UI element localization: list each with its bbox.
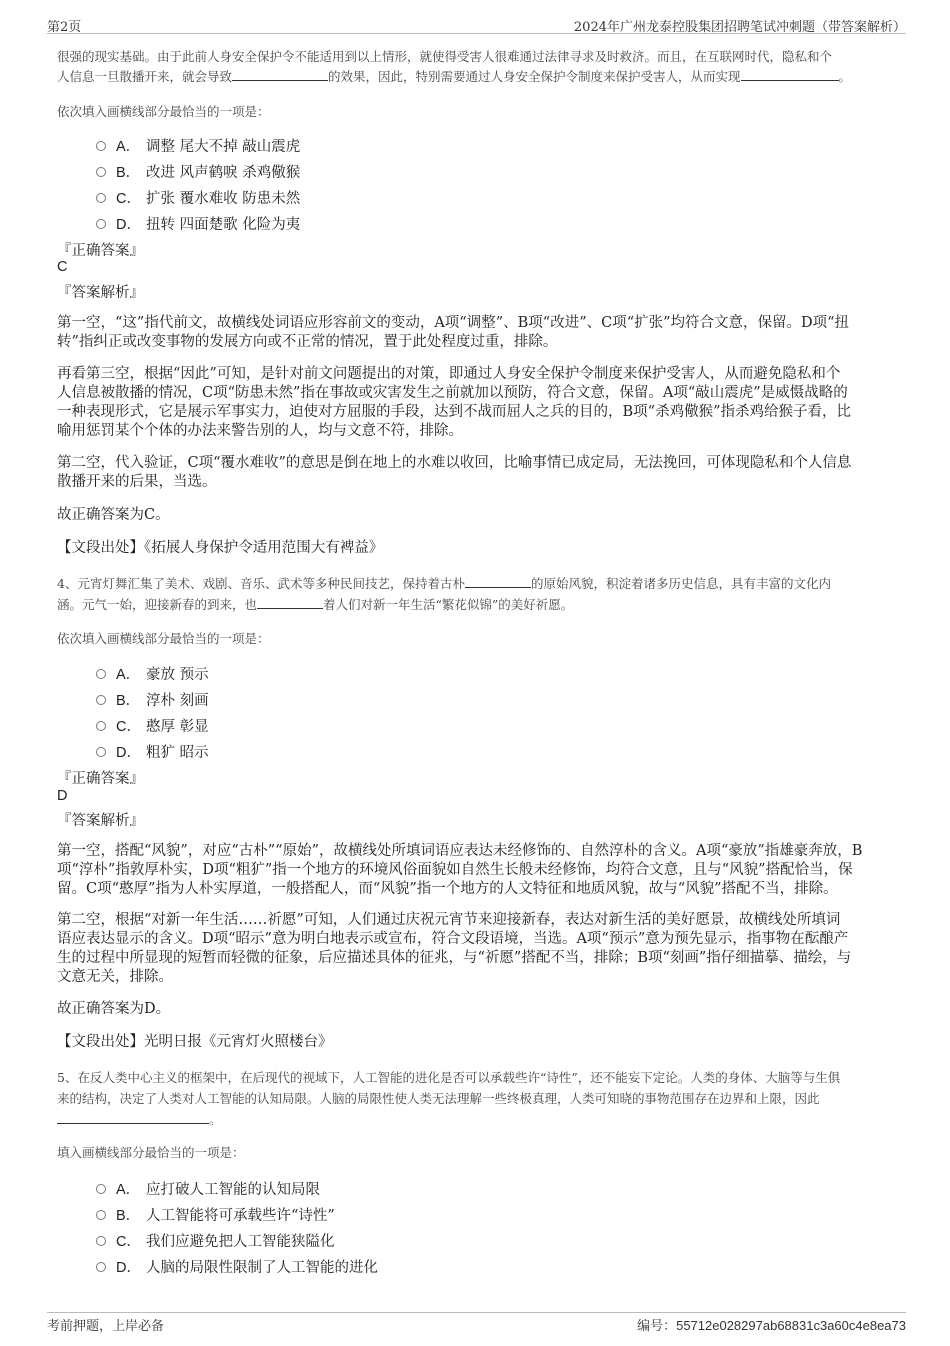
- radio-icon[interactable]: [96, 1262, 106, 1272]
- q3-conclusion: 故正确答案为C。: [57, 507, 170, 523]
- q5-stem-line3: 。: [57, 1109, 222, 1130]
- radio-icon[interactable]: [96, 219, 106, 229]
- q4-option-b[interactable]: B． 淳朴 刻画: [96, 689, 209, 710]
- q4-conclusion: 故正确答案为D。: [57, 1001, 171, 1017]
- answer-blank: [257, 596, 323, 609]
- q4-option-d[interactable]: D． 粗犷 昭示: [96, 741, 209, 762]
- q3-analysis-label: 『答案解析』: [57, 285, 144, 301]
- q3-option-c[interactable]: C． 扩张 覆水难收 防患未然: [96, 187, 300, 208]
- radio-icon[interactable]: [96, 747, 106, 757]
- radio-icon[interactable]: [96, 721, 106, 731]
- q4-answer-label: 『正确答案』: [57, 771, 144, 787]
- q3-stem-line1: 很强的现实基础。由于此前人身安全保护令不能适用到以上情形，就使得受害人很难通过法律寻求及时救济。而且，在互联网时代，隐私和个: [57, 49, 833, 64]
- radio-icon[interactable]: [96, 669, 106, 679]
- q5-stem-line1: 5、在反人类中心主义的框架中，在后现代的视域下，人工智能的进化是否可以承载些许“诗性”，还不能妄下定论。人类的身体、大脑等与生俱: [57, 1070, 841, 1085]
- q3-option-a[interactable]: A． 调整 尾大不掉 敲山震虎: [96, 135, 300, 156]
- q3-answer: C: [57, 259, 68, 275]
- q3-option-b[interactable]: B． 改进 风声鹤唳 杀鸡儆猴: [96, 161, 300, 182]
- radio-icon[interactable]: [96, 695, 106, 705]
- q4-source: 【文段出处】光明日报《元宵灯火照楼台》: [57, 1034, 333, 1050]
- radio-icon[interactable]: [96, 167, 106, 177]
- page-footer: [47, 1312, 906, 1346]
- answer-blank: [232, 68, 328, 81]
- footer-slogan: 考前押题，上岸必备: [47, 1319, 165, 1334]
- q4-answer: D: [57, 788, 68, 804]
- radio-icon[interactable]: [96, 1236, 106, 1246]
- q5-option-a[interactable]: A． 应打破人工智能的认知局限: [96, 1178, 320, 1199]
- answer-blank: [741, 68, 839, 81]
- q4-option-a[interactable]: A． 豪放 预示: [96, 663, 209, 684]
- radio-icon[interactable]: [96, 1210, 106, 1220]
- radio-icon[interactable]: [96, 141, 106, 151]
- page-number: 第2页: [47, 20, 82, 35]
- q5-option-b[interactable]: B． 人工智能将可承载些许“诗性”: [96, 1204, 335, 1225]
- q5-option-c[interactable]: C． 我们应避免把人工智能狭隘化: [96, 1230, 335, 1251]
- q5-prompt: 填入画横线部分最恰当的一项是：: [57, 1145, 245, 1160]
- document-title: 2024年广州龙泰控股集团招聘笔试冲刺题（带答案解析）: [573, 20, 906, 35]
- q5-stem-line2: 来的结构，决定了人类对人工智能的认知局限。人脑的局限性使人类无法理解一些终极真理，人类可知晓的事物范围存在边界和上限，因此: [57, 1091, 820, 1106]
- q4-stem-line1: 4、元宵灯舞汇集了美术、戏剧、音乐、武术等多种民间技艺，保持着古朴 的原始风貌，积淀着诸多历史信息，具有丰富的文化内: [57, 576, 831, 591]
- q3-answer-label: 『正确答案』: [57, 243, 144, 259]
- q3-option-d[interactable]: D． 扭转 四面楚歌 化险为夷: [96, 213, 300, 234]
- q4-analysis-label: 『答案解析』: [57, 813, 144, 829]
- radio-icon[interactable]: [96, 193, 106, 203]
- q4-prompt: 依次填入画横线部分最恰当的一项是：: [57, 631, 270, 646]
- answer-blank: [57, 1111, 209, 1124]
- document-code: 编号：55712e028297ab68831c3a60c4e8ea73: [637, 1318, 906, 1334]
- q4-option-c[interactable]: C． 憨厚 彰显: [96, 715, 209, 736]
- page-header: [47, 0, 906, 34]
- radio-icon[interactable]: [96, 1184, 106, 1194]
- q3-source: 【文段出处】《拓展人身保护令适用范围大有裨益》: [57, 540, 384, 556]
- answer-blank: [465, 575, 531, 588]
- q4-stem-line2: 涵。元气一始，迎接新春的到来，也 着人们对新一年生活“繁花似锦”的美好祈愿。: [57, 597, 574, 612]
- q5-option-d[interactable]: D． 人脑的局限性限制了人工智能的进化: [96, 1256, 378, 1277]
- q3-prompt: 依次填入画横线部分最恰当的一项是：: [57, 104, 270, 119]
- q3-stem-line2: 人信息一旦散播开来，就会导致 的效果，因此，特别需要通过人身安全保护令制度来保护受害人，从而实现 。: [57, 69, 852, 84]
